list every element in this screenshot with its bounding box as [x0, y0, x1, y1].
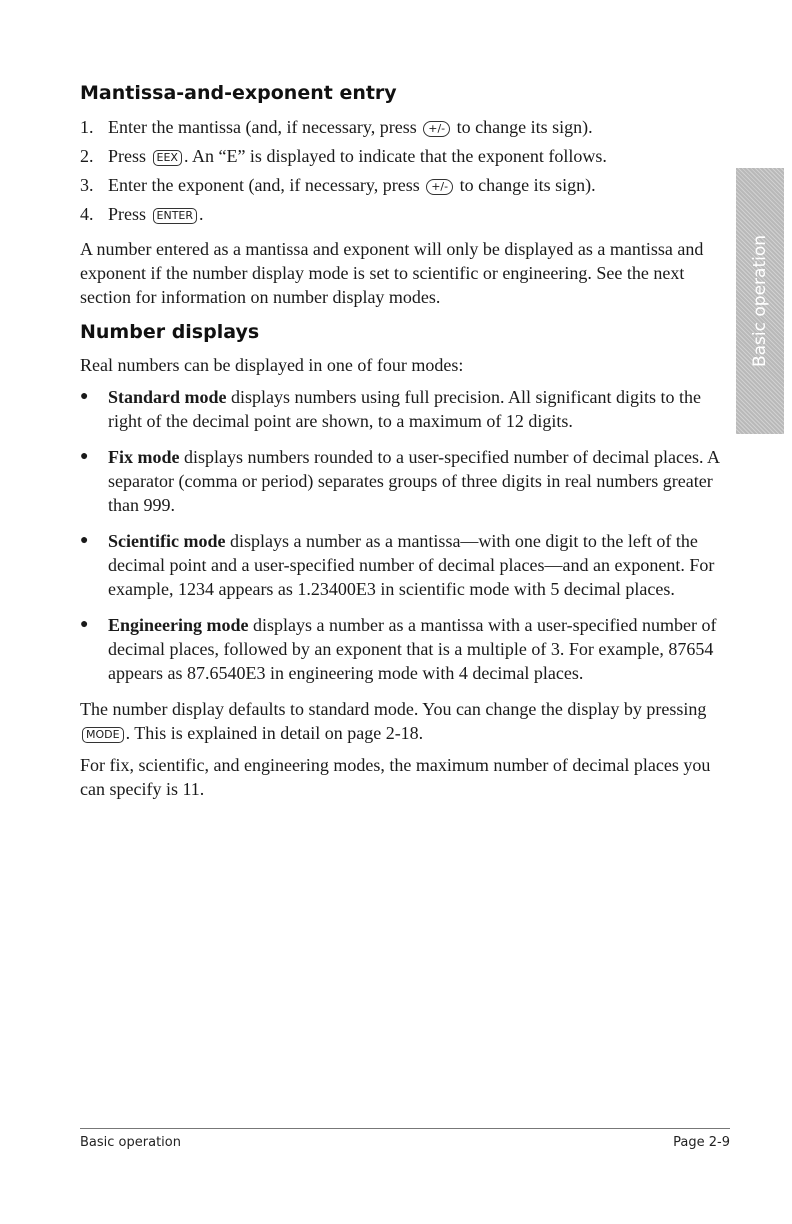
entry-steps-list: [80, 114, 730, 227]
step-text-post: .: [199, 204, 204, 224]
footer-chapter-title: Basic operation: [80, 1135, 181, 1150]
step-text: [108, 201, 204, 227]
page-content: [80, 82, 730, 809]
default-text-pre: The number display defaults to standard mode. You can change the display by pressing: [80, 699, 707, 719]
list-item: [80, 385, 730, 433]
step-text-pre: Press: [108, 204, 151, 224]
step-text: [108, 114, 593, 140]
list-item: [80, 143, 730, 169]
mode-term: Engineering mode: [108, 615, 249, 635]
step-number: 3.: [80, 175, 94, 195]
step-number: 4.: [80, 204, 94, 224]
page-footer: [80, 1135, 730, 1150]
step-text-post: . An “E” is displayed to indicate that the exponent follows.: [183, 146, 607, 166]
step-number: 1.: [80, 117, 94, 137]
sign-change-key-icon: +/-: [423, 121, 450, 137]
mode-key-icon: MODE: [82, 727, 124, 743]
step-text: [108, 143, 607, 169]
chapter-side-tab: [736, 168, 784, 434]
list-item: [80, 529, 730, 601]
display-modes-list: [80, 385, 730, 685]
mode-term: Fix mode: [108, 447, 180, 467]
chapter-tab-label: Basic operation: [750, 234, 770, 368]
footer-page-number: Page 2-9: [673, 1135, 730, 1150]
step-text-pre: Enter the mantissa (and, if necessary, press: [108, 117, 422, 137]
mode-term: Standard mode: [108, 387, 227, 407]
mode-description: displays numbers using full precision. All significant digits to the right of the decimal point are shown, to a maximum of 12 digits.: [108, 387, 701, 431]
list-item: [80, 613, 730, 685]
mode-term: Scientific mode: [108, 531, 226, 551]
list-item: [80, 445, 730, 517]
eex-key-icon: EEX: [153, 150, 182, 166]
enter-key-icon: ENTER: [153, 208, 198, 224]
mode-description: displays numbers rounded to a user-specified number of decimal places. A separator (comma or period) separates groups of three digits in real numbers greater than 999.: [108, 447, 719, 515]
list-item: [80, 201, 730, 227]
bullet-icon: ●: [80, 389, 89, 404]
step-text-post: to change its sign).: [455, 175, 596, 195]
bullet-icon: ●: [80, 533, 89, 548]
step-number: 2.: [80, 146, 94, 166]
mode-description: displays a number as a mantissa with a user-specified number of decimal places, followed by an exponent that is a multiple of 3. For example, 87654 appears as 87.6540E3 in engineering mode with 4 decimal places.: [108, 615, 717, 683]
list-item: [80, 172, 730, 198]
mantissa-paragraph: A number entered as a mantissa and exponent will only be displayed as a mantissa and exponent if the number display mode is set to scientific or engineering. See the next section for information on number display modes.: [80, 239, 704, 307]
list-item: [80, 114, 730, 140]
sign-change-key-icon: +/-: [426, 179, 453, 195]
footer-divider: [80, 1128, 730, 1129]
default-display-paragraph: [80, 697, 730, 745]
default-text-post: . This is explained in detail on page 2-18.: [125, 723, 424, 743]
decimal-places-paragraph: For fix, scientific, and engineering modes, the maximum number of decimal places you can specify is 11.: [80, 755, 711, 799]
section-heading-number-displays: Number displays: [80, 321, 260, 343]
bullet-icon: ●: [80, 449, 89, 464]
step-text: [108, 172, 596, 198]
mode-description: displays a number as a mantissa—with one digit to the left of the decimal point and a user-specified number of decimal places—and an exponent. For example, 1234 appears as 1.23400E3 in scientific mode with 5 decimal places.: [108, 531, 715, 599]
step-text-pre: Enter the exponent (and, if necessary, press: [108, 175, 425, 195]
number-displays-intro: Real numbers can be displayed in one of four modes:: [80, 355, 464, 375]
bullet-icon: ●: [80, 617, 89, 632]
step-text-pre: Press: [108, 146, 151, 166]
step-text-post: to change its sign).: [452, 117, 593, 137]
section-heading-mantissa: Mantissa-and-exponent entry: [80, 82, 397, 104]
